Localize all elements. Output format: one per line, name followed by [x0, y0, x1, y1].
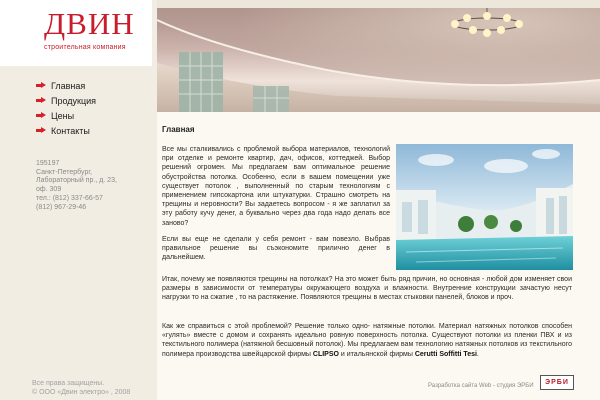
nav-item-products[interactable]: [36, 93, 96, 108]
phone-1: тел.: (812) 337-66-57: [36, 194, 103, 202]
nav-item-prices[interactable]: [36, 108, 96, 123]
copyright-line-2: © ООО «Двин электро» , 2008: [32, 389, 131, 396]
paragraph-3: [162, 275, 572, 303]
street-address: Лабораторный пр., д. 23,: [36, 177, 117, 185]
brand-cerutti: Cerutti Soffitti Tesi: [414, 350, 477, 358]
copyright: [32, 379, 130, 397]
paragraph-1: [162, 145, 390, 228]
arrow-right-icon: [36, 97, 46, 104]
paragraph-4-start: Как же справиться с этой проблемой? Решение только одно- натяжные потолки. Материал натяжных потолков способен «гулять» вместе с домом и сохранять идеально ровную поверхность потолка. Существуют потолки из пленки ПВХ и из текстильного полимера (натяжной бесшовный потолок). Мы предлагаем вам технологию натяжных потолков из текстильного полимера производства швейцарской фирмы: [162, 323, 572, 358]
header-banner-image: [157, 8, 600, 112]
phone-2: (812) 967-29-46: [36, 203, 87, 211]
logo-subtitle: строительная компания: [44, 44, 126, 51]
arrow-right-icon: [36, 127, 46, 134]
nav-item-home[interactable]: [36, 78, 96, 93]
contact-info: [36, 160, 117, 212]
nav-item-label: Контакты: [51, 125, 90, 136]
logo[interactable]: [0, 0, 152, 66]
nav-item-label: Цены: [51, 110, 75, 121]
logo-title: ДВИН: [44, 6, 135, 41]
office-number: оф. 309: [36, 186, 62, 194]
brand-clipso: CLIPSO: [312, 350, 339, 358]
paragraph-4-mid: и итальянской фирмы: [338, 350, 415, 358]
page-title: Главная: [162, 125, 195, 134]
sidebar: [0, 0, 157, 400]
arrow-right-icon: [36, 112, 46, 119]
pool-ceiling-photo: [396, 144, 573, 270]
paragraph-4-end: .: [476, 350, 479, 358]
paragraph-2: [162, 235, 390, 263]
nav-item-contacts[interactable]: [36, 123, 96, 138]
developer-credit-link[interactable]: Разработка сайта Web - студия ЭРБИ: [428, 383, 534, 389]
arrow-right-icon: [36, 82, 46, 89]
paragraph-3-text: Итак, почему же появляются трещины на потолках? На это может быть ряд причин, но основная - любой дом изменяет свои размеры в зависимости от температуры окружающего воздуха и влажности. Внутренние конструкции зачастую несут нагрузки то на сжатие , то на растяжение. Появляются трещины в местах стыковки панелей, блоков и проч.: [162, 276, 572, 302]
city: Санкт-Петербург,: [36, 168, 92, 176]
paragraph-4: [162, 322, 572, 359]
nav-item-label: Продукция: [51, 95, 97, 106]
main-content: [157, 112, 600, 400]
paragraph-4-text: [162, 322, 572, 359]
postal-code: 195197: [36, 160, 60, 167]
copyright-line-1: Все права защищены.: [32, 380, 105, 387]
nav-item-label: Главная: [51, 80, 86, 91]
paragraph-2-text: Если вы еще не сделали у себя ремонт - вам повезло. Выбрав правильное решение вы съэкономите прилично денег в дальнейшем.: [162, 236, 390, 262]
main-nav: [36, 78, 96, 138]
paragraph-1-text: Все мы сталкивались с проблемой выбора материалов, технологий при отделке и ремонте квартир, дач, офисов, коттеджей. Выбор решений огромен. Мы предлагаем вам оптимальное решение обустройства потолка. Особенно, если в вашем помещении уже существует потолок , выполненный по старым технологиям с применением гипсокартона или штукатурки. Страшно смотреть на трещины и неровности? Вы задаетесь вопросом - я же заплатил за эту работу кучу денег, а буквально через два года надо делать все заново?: [162, 146, 390, 227]
studio-logo[interactable]: ЭРБИ: [540, 375, 574, 390]
